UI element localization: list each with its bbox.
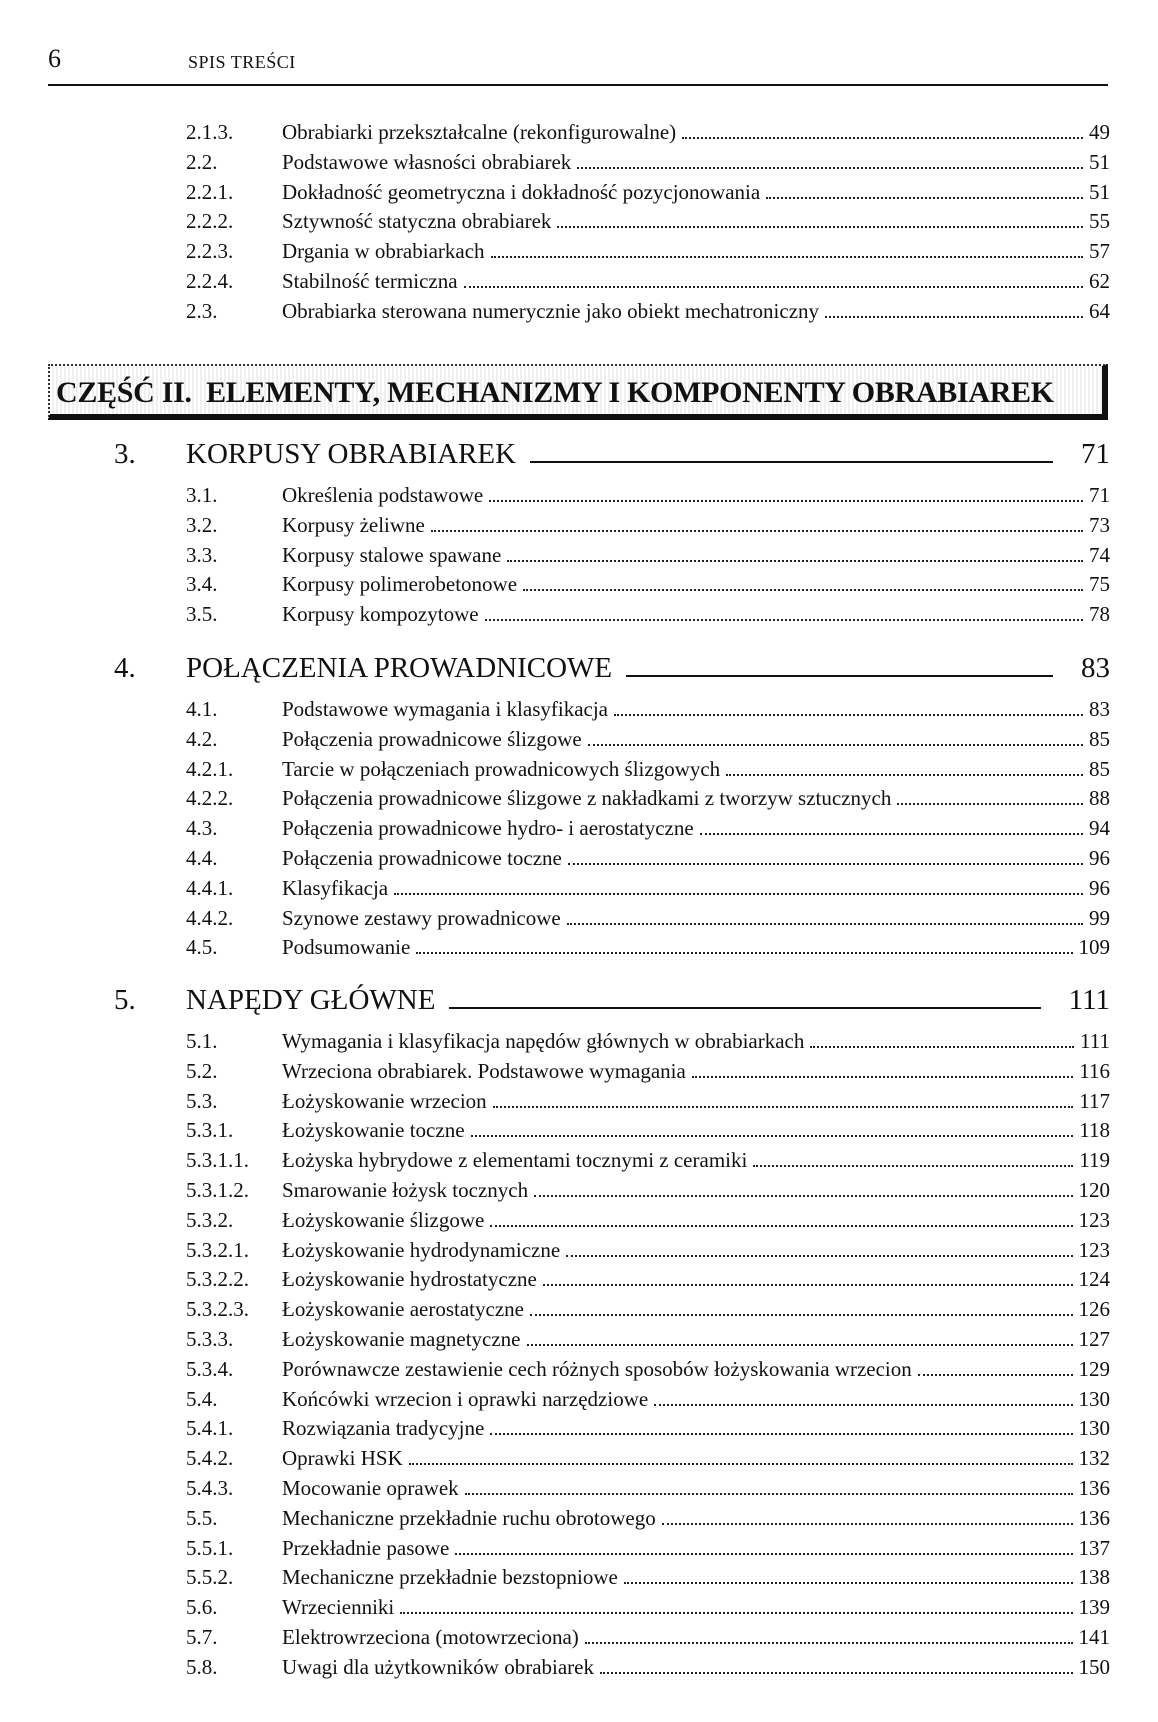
dot-leader [543,1284,1073,1286]
chapter-number: 4. [114,652,136,684]
entry-title: Końcówki wrzecion i oprawki narzędziowe [282,1386,649,1411]
entry-number: 4.4. [186,846,218,870]
entry-page: 126 [1078,1297,1110,1322]
entry-title-line [282,206,1110,236]
entry-title-line [282,1175,1110,1205]
entry-title: Podstawowe własności obrabiarek [282,149,572,174]
entry-title: Podstawowe wymagania i klasyfikacja [282,697,608,721]
entry-title-line [282,1205,1110,1235]
toc-entry [186,147,1110,177]
entry-number: 5.4.1. [186,1416,234,1441]
entry-title: Korpusy polimerobetonowe [282,572,518,597]
entry-title-line [282,1413,1110,1443]
chapter-title-line [186,434,1110,474]
toc-entry [186,510,1110,540]
entry-number: 2.2.3. [186,239,234,264]
entry-title-line [282,266,1110,296]
dot-leader [490,1225,1072,1227]
entry-number: 2.2. [186,149,218,174]
entry-page: 137 [1078,1535,1110,1560]
entry-number: 3.1. [186,483,218,507]
entry-title-line [282,1115,1110,1145]
entry-number: 5.3.3. [186,1327,234,1351]
part-banner [48,364,1108,420]
entry-title-line [282,754,1110,784]
toc-entry [186,1324,1110,1354]
entry-page: 117 [1079,1088,1110,1113]
toc-entry [186,1592,1110,1622]
dot-leader [692,1076,1073,1078]
dot-leader [566,1255,1072,1257]
running-title: SPIS TREŚCI [188,52,296,72]
chapter-rule [449,1007,1040,1009]
entry-title-line [282,177,1110,207]
entry-page: 123 [1078,1207,1110,1232]
dot-leader [600,1672,1073,1674]
toc-entry [186,1175,1110,1205]
entry-page: 118 [1079,1118,1110,1143]
entry-title-line [282,147,1110,177]
entry-page: 99 [1089,905,1110,930]
entry-number: 5.8. [186,1654,218,1679]
dot-leader [624,1582,1073,1584]
dot-leader [455,1553,1072,1555]
dot-leader [490,1433,1072,1435]
entry-title-line [282,1384,1110,1414]
entry-page: 136 [1078,1476,1110,1500]
entry-number: 5.5.1. [186,1535,234,1560]
entry-number: 5.3.2.3. [186,1297,249,1322]
chapter-title-line [186,980,1110,1020]
entry-title-line [282,1235,1110,1265]
entry-title-line [282,1294,1110,1324]
entry-title-line [282,1622,1110,1652]
entry-title: Wrzecienniki [282,1595,395,1620]
entry-title-line [282,540,1110,570]
entry-title-line [282,1086,1110,1116]
entry-page: 111 [1080,1029,1110,1053]
dot-leader [409,1463,1073,1465]
entry-number: 5.3.2. [186,1207,234,1232]
entry-title: Połączenia prowadnicowe ślizgowe [282,726,582,751]
entry-title: Oprawki HSK [282,1446,403,1471]
dot-leader [585,1642,1073,1644]
dot-leader [567,923,1083,925]
entry-title: Mechaniczne przekładnie bezstopniowe [282,1565,618,1590]
dot-leader [493,1106,1074,1108]
dot-leader [577,167,1083,169]
entry-page: 88 [1089,786,1110,811]
entry-title: Korpusy kompozytowe [282,602,479,627]
entry-number: 4.1. [186,697,218,721]
toc-entry [186,569,1110,599]
entry-title-line [282,1652,1110,1682]
dot-leader [568,863,1083,865]
toc-entry [186,266,1110,296]
chapter-heading [110,434,1110,474]
entry-title-line [282,569,1110,599]
dot-leader [614,714,1083,716]
toc-entry [186,1413,1110,1443]
entry-title-line [282,932,1110,962]
entry-title: Stabilność termiczna [282,269,458,293]
entry-number: 2.1.3. [186,120,234,144]
dot-leader [471,1135,1074,1137]
chapter-rule [530,461,1053,463]
dot-leader [394,893,1083,895]
dot-leader [753,1165,1073,1167]
entry-page: 83 [1089,697,1110,721]
chapter-rule [626,675,1053,677]
toc-entry [186,540,1110,570]
toc-entry [186,1145,1110,1175]
entry-number: 3.3. [186,542,218,567]
entry-page: 85 [1089,726,1110,751]
entry-page: 78 [1089,602,1110,627]
entry-number: 5.3.4. [186,1356,234,1381]
entry-title: Mocowanie oprawek [282,1476,459,1500]
entry-title-line [282,117,1110,147]
dot-leader [491,256,1083,258]
entry-number: 4.2.1. [186,756,234,781]
entry-title-line [282,1324,1110,1354]
entry-page: 64 [1089,298,1110,323]
entry-number: 5.4.3. [186,1476,234,1500]
dot-leader [897,803,1083,805]
entry-number: 2.2.2. [186,209,234,234]
entry-title-line [282,1473,1110,1503]
entry-title: Klasyfikacja [282,875,389,900]
entry-title-line [282,1533,1110,1563]
dot-leader [654,1404,1072,1406]
toc-entry [186,903,1110,933]
entry-page: 130 [1078,1386,1110,1411]
entry-title-line [282,510,1110,540]
toc-entry [186,1622,1110,1652]
entry-title-line [282,480,1110,510]
dot-leader [662,1523,1073,1525]
toc-entry [186,724,1110,754]
entry-title: Szynowe zestawy prowadnicowe [282,905,561,930]
chapter-title: POŁĄCZENIA PROWADNICOWE [186,652,613,684]
toc-entry [186,1086,1110,1116]
toc-entry [186,1652,1110,1682]
chapter-heading [110,648,1110,688]
entry-number: 5.3.1.2. [186,1178,249,1202]
toc-entry [186,754,1110,784]
entry-title: Połączenia prowadnicowe hydro- i aerostatyczne [282,816,694,841]
entry-title-line [282,236,1110,266]
toc-entry [186,1443,1110,1473]
entry-title-line [282,1026,1110,1056]
toc-entry [186,177,1110,207]
entry-title: Tarcie w połączeniach prowadnicowych ślizgowych [282,756,721,781]
entry-title: Łożyska hybrydowe z elementami tocznymi z ceramiki [282,1148,748,1173]
toc-entry [186,1026,1110,1056]
entry-title: Wrzeciona obrabiarek. Podstawowe wymagania [282,1058,686,1083]
entry-title: Korpusy stalowe spawane [282,542,502,567]
chapter-page: 71 [1081,438,1110,470]
entry-page: 132 [1078,1446,1110,1471]
entry-page: 138 [1078,1565,1110,1590]
entry-page: 49 [1089,120,1110,144]
toc-entry [186,1294,1110,1324]
entry-page: 119 [1079,1148,1110,1173]
entry-title: Połączenia prowadnicowe ślizgowe z nakładkami z tworzyw sztucznych [282,786,892,811]
entry-number: 3.4. [186,572,218,597]
entry-number: 2.3. [186,298,218,323]
toc-entry [186,296,1110,326]
entry-title: Rozwiązania tradycyjne [282,1416,485,1441]
chapter-heading [110,980,1110,1020]
entry-title-line [282,1562,1110,1592]
entry-page: 75 [1089,572,1110,597]
toc-entry [186,694,1110,724]
toc-entry [186,480,1110,510]
dot-leader [918,1374,1073,1376]
entry-title: Korpusy żeliwne [282,512,425,537]
dot-leader [523,589,1083,591]
entry-title: Obrabiarka sterowana numerycznie jako obiekt mechatroniczny [282,298,820,323]
chapter-page: 83 [1081,652,1110,684]
chapter-number: 3. [114,438,136,470]
entry-page: 85 [1089,756,1110,781]
dot-leader [400,1612,1072,1614]
entry-title: Obrabiarki przekształcalne (rekonfigurowalne) [282,120,677,144]
entry-number: 4.4.2. [186,905,234,930]
entry-page: 109 [1078,935,1110,960]
chapter-title: KORPUSY OBRABIAREK [186,438,517,470]
entry-title-line [282,873,1110,903]
entry-number: 4.5. [186,935,218,960]
dot-leader [416,952,1072,954]
entry-title-line [282,783,1110,813]
entry-number: 5.4. [186,1386,218,1411]
entry-title-line [282,1592,1110,1622]
dot-leader [527,1344,1073,1346]
toc-entry [186,1205,1110,1235]
entry-number: 5.7. [186,1625,218,1649]
entry-title: Porównawcze zestawienie cech różnych sposobów łożyskowania wrzecion [282,1356,912,1381]
entry-title-line [282,1503,1110,1533]
part-label: CZĘŚĆ II. [56,376,192,409]
entry-title: Sztywność statyczna obrabiarek [282,209,552,234]
toc-entry [186,117,1110,147]
toc-entry [186,873,1110,903]
entry-title-line [282,813,1110,843]
entry-title-line [282,1354,1110,1384]
entry-title-line [282,843,1110,873]
dot-leader [464,286,1083,288]
toc-entry [186,932,1110,962]
entry-number: 5.4.2. [186,1446,234,1471]
entry-page: 74 [1089,542,1110,567]
chapter-title-line [186,648,1110,688]
entry-title: Łożyskowanie hydrodynamiczne [282,1237,561,1262]
entry-title: Łożyskowanie toczne [282,1118,465,1143]
entry-number: 5.2. [186,1058,218,1083]
entry-number: 3.2. [186,512,218,537]
entry-title-line [282,296,1110,326]
entry-title-line [282,1264,1110,1294]
entry-title: Łożyskowanie magnetyczne [282,1327,521,1351]
dot-leader [700,833,1083,835]
entry-page: 127 [1078,1327,1110,1351]
entry-number: 5.6. [186,1595,218,1620]
entry-title-line [282,694,1110,724]
entry-title-line [282,599,1110,629]
dot-leader [766,197,1083,199]
entry-page: 96 [1089,846,1110,870]
entry-page: 57 [1089,239,1110,264]
toc-entry [186,206,1110,236]
toc-entry [186,843,1110,873]
entry-page: 130 [1078,1416,1110,1441]
entry-page: 71 [1089,483,1110,507]
dot-leader [825,316,1083,318]
dot-leader [485,619,1083,621]
entry-number: 4.3. [186,816,218,841]
entry-title: Łożyskowanie wrzecion [282,1088,487,1113]
entry-number: 5.3.2.1. [186,1237,249,1262]
toc-entry [186,813,1110,843]
toc-entry [186,1354,1110,1384]
entry-title-line [282,1056,1110,1086]
entry-number: 3.5. [186,602,218,627]
dot-leader [489,500,1083,502]
entry-title: Mechaniczne przekładnie ruchu obrotowego [282,1505,656,1530]
toc-entry [186,1384,1110,1414]
toc-entry [186,236,1110,266]
entry-title: Elektrowrzeciona (motowrzeciona) [282,1625,579,1649]
entry-number: 2.2.4. [186,269,234,293]
dot-leader [726,774,1083,776]
entry-page: 73 [1089,512,1110,537]
entry-page: 150 [1078,1654,1110,1679]
entry-number: 4.4.1. [186,875,234,900]
toc-entry [186,1235,1110,1265]
page-header [48,44,1108,86]
chapter-title: NAPĘDY GŁÓWNE [186,984,436,1016]
toc-entry [186,1264,1110,1294]
entry-title-line [282,724,1110,754]
toc-entry [186,1503,1110,1533]
toc-entry [186,783,1110,813]
entry-number: 5.3.1. [186,1118,234,1143]
dot-leader [557,226,1083,228]
entry-title: Uwagi dla użytkowników obrabiarek [282,1654,594,1679]
entry-title: Przekładnie pasowe [282,1535,450,1560]
entry-number: 5.3.2.2. [186,1267,249,1292]
toc-entry [186,1056,1110,1086]
dot-leader [588,744,1083,746]
entry-title: Połączenia prowadnicowe toczne [282,846,562,870]
entry-page: 136 [1078,1505,1110,1530]
entry-number: 5.3. [186,1088,218,1113]
dot-leader [507,560,1083,562]
dot-leader [682,137,1083,139]
entry-title: Podsumowanie [282,935,411,960]
entry-title: Łożyskowanie hydrostatyczne [282,1267,537,1292]
toc-entry [186,1115,1110,1145]
part-title: ELEMENTY, MECHANIZMY I KOMPONENTY OBRABIAREK [206,376,1054,409]
entry-page: 139 [1078,1595,1110,1620]
entry-page: 51 [1089,149,1110,174]
entry-title: Dokładność geometryczna i dokładność pozycjonowania [282,179,761,204]
entry-title: Łożyskowanie aerostatyczne [282,1297,524,1322]
entry-page: 96 [1089,875,1110,900]
entry-number: 2.2.1. [186,179,234,204]
entry-number: 4.2.2. [186,786,234,811]
dot-leader [534,1195,1072,1197]
entry-page: 123 [1078,1237,1110,1262]
page-number: 6 [48,44,61,73]
entry-title: Smarowanie łożysk tocznych [282,1178,529,1202]
entry-page: 116 [1079,1058,1110,1083]
chapter-page: 111 [1068,984,1110,1016]
dot-leader [810,1046,1074,1048]
entry-page: 51 [1089,179,1110,204]
toc-entry [186,599,1110,629]
entry-page: 124 [1078,1267,1110,1292]
entry-number: 5.3.1.1. [186,1148,249,1173]
entry-page: 141 [1078,1625,1110,1649]
toc-entry [186,1533,1110,1563]
chapter-number: 5. [114,984,136,1016]
entry-title: Określenia podstawowe [282,483,484,507]
entry-number: 5.5.2. [186,1565,234,1590]
entry-title-line [282,903,1110,933]
entry-page: 94 [1089,816,1110,841]
entry-page: 120 [1078,1178,1110,1202]
entry-page: 55 [1089,209,1110,234]
entry-number: 4.2. [186,726,218,751]
dot-leader [431,530,1083,532]
entry-title-line [282,1145,1110,1175]
entry-page: 62 [1089,269,1110,293]
entry-title: Drgania w obrabiarkach [282,239,485,264]
entry-number: 5.5. [186,1505,218,1530]
entry-title: Wymagania i klasyfikacja napędów głównych w obrabiarkach [282,1029,805,1053]
entry-page: 129 [1078,1356,1110,1381]
entry-title-line [282,1443,1110,1473]
entry-number: 5.1. [186,1029,218,1053]
entry-title: Łożyskowanie ślizgowe [282,1207,485,1232]
dot-leader [530,1314,1073,1316]
part-heading [56,376,1054,410]
toc-entry [186,1562,1110,1592]
toc-entry [186,1473,1110,1503]
dot-leader [465,1493,1073,1495]
